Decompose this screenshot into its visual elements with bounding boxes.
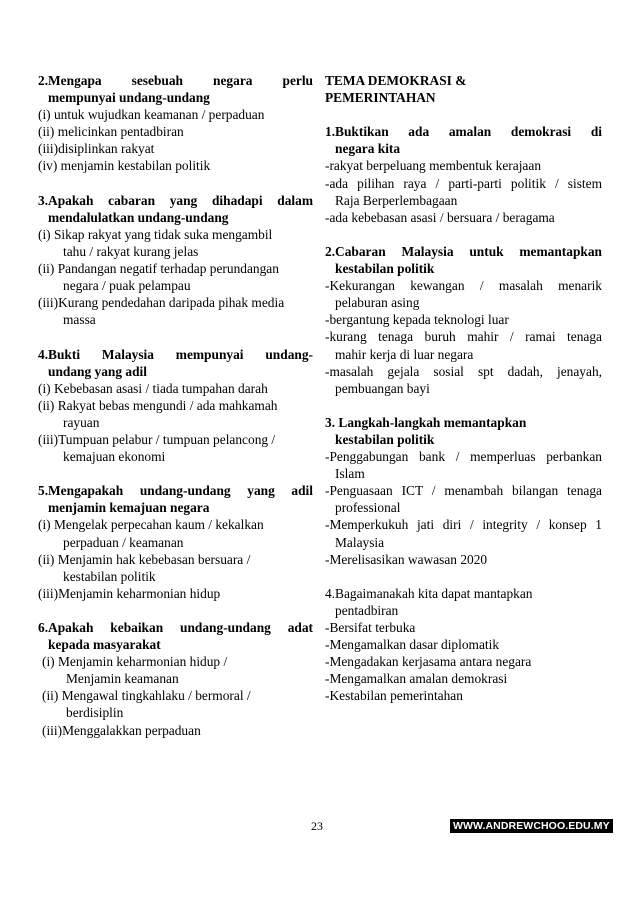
answer-item-cont: negara / puak pelampau: [63, 278, 191, 294]
page-number: 23: [311, 819, 323, 833]
answer-item: (iii)Menjamin keharmonian hidup: [38, 585, 221, 601]
answer-item: (iii)Tumpuan pelabur / tumpuan pelancong /: [38, 431, 276, 447]
answer-item: -Mengamalkan amalan demokrasi: [325, 671, 508, 687]
answer-item-cont: tahu / rakyat kurang jelas: [63, 243, 199, 259]
answer-item: -bergantung kepada teknologi luar: [325, 312, 509, 328]
question-6-title: 6.Apakah kebaikan undang-undang adat: [38, 620, 313, 635]
answer-item: -ada kebebasan asasi / bersuara / beragama: [325, 209, 555, 225]
challenges-title-cont: kestabilan politik: [335, 261, 435, 277]
answer-item: (i) Sikap rakyat yang tidak suka mengambil: [38, 226, 273, 242]
question-1-section: [325, 123, 602, 226]
left-column: [38, 72, 313, 756]
challenges-section: [325, 243, 602, 397]
steps-title: 3. Langkah-langkah memantapkan: [325, 414, 527, 430]
question-2-title: 2.Mengapa sesebuah negara perlu: [38, 73, 313, 88]
answer-item: -kurang tenaga buruh mahir / ramai tenaga: [325, 329, 602, 345]
answer-item: (i) Mengelak perpecahan kaum / kekalkan: [38, 517, 264, 533]
answer-item: -ada pilihan raya / parti-parti politik / sistem: [325, 175, 602, 191]
answer-item: -Memperkukuh jati diri / integrity / konsep 1: [325, 517, 602, 533]
answer-item-cont: rayuan: [63, 414, 100, 430]
question-1-title: 1.Buktikan ada amalan demokrasi di: [325, 124, 602, 140]
question-2-section: [38, 72, 313, 175]
question-2-title-cont: mempunyai undang-undang: [48, 90, 210, 106]
answer-item-cont: Islam: [335, 466, 365, 482]
question-6-section: [38, 619, 313, 739]
question-1-title-cont: negara kita: [335, 141, 401, 157]
right-column: [325, 72, 602, 722]
answer-item-cont: professional: [335, 500, 401, 516]
question-4-title-cont: undang yang adil: [48, 363, 147, 379]
question-4-admin-section: [325, 585, 602, 705]
answer-item-cont: massa: [63, 312, 96, 328]
answer-item: -Merelisasikan wawasan 2020: [325, 551, 488, 567]
question-4-admin-title-cont: pentadbiran: [335, 602, 399, 618]
answer-item: (i) Kebebasan asasi / tiada tumpahan darah: [38, 380, 268, 396]
answer-item: (ii) Rakyat bebas mengundi / ada mahkamah: [38, 397, 278, 413]
question-5-section: [38, 482, 313, 602]
answer-item-cont: Raja Berperlembagaan: [335, 192, 458, 208]
answer-item: -Kekurangan kewangan / masalah menarik: [325, 278, 602, 294]
answer-item: -Bersifat terbuka: [325, 620, 416, 635]
website-link[interactable]: WWW.ANDREWCHOO.EDU.MY: [450, 819, 613, 833]
answer-item: (ii) Menjamin hak kebebasan bersuara /: [38, 551, 251, 567]
answer-item-cont: Malaysia: [335, 534, 385, 550]
answer-item-cont: berdisiplin: [66, 705, 124, 721]
answer-item: -rakyat berpeluang membentuk kerajaan: [325, 158, 542, 174]
steps-title-cont: kestabilan politik: [335, 431, 435, 447]
steps-section: [325, 414, 602, 568]
answer-item: (ii) melicinkan pentadbiran: [38, 124, 184, 140]
challenges-title: 2.Cabaran Malaysia untuk memantapkan: [325, 243, 602, 259]
question-6-title-cont: kepada masyarakat: [48, 637, 161, 653]
answer-item-cont: kemajuan ekonomi: [63, 449, 166, 465]
theme-heading: [325, 72, 602, 106]
answer-item: (iii)disiplinkan rakyat: [38, 141, 155, 157]
question-4-admin-title: 4.Bagaimanakah kita dapat mantapkan: [325, 585, 533, 601]
answer-item: -Penguasaan ICT / menambah bilangan tenaga: [325, 483, 602, 499]
answer-item: (iii)Kurang pendedahan daripada pihak media: [38, 295, 285, 311]
answer-item: (ii) Mengawal tingkahlaku / bermoral /: [42, 688, 251, 704]
question-5-title: 5.Mengapakah undang-undang yang adil: [38, 483, 313, 499]
question-5-title-cont: menjamin kemajuan negara: [48, 500, 210, 516]
answer-item: -Penggabungan bank / memperluas perbankan: [325, 449, 602, 465]
answer-item-cont: perpaduan / keamanan: [63, 534, 184, 550]
answer-item: (i) Menjamin keharmonian hidup /: [42, 654, 228, 670]
answer-item: -Kestabilan pemerintahan: [325, 688, 463, 704]
answer-item-cont: pembuangan bayi: [335, 380, 430, 396]
answer-item-cont: mahir kerja di luar negara: [335, 346, 474, 362]
answer-item-cont: Menjamin keamanan: [66, 671, 179, 687]
answer-item: -masalah gejala sosial spt dadah, jenayah,: [325, 363, 602, 379]
answer-item-cont: pelaburan asing: [335, 295, 420, 311]
answer-item-cont: kestabilan politik: [63, 568, 156, 584]
answer-item: (iii)Menggalakkan perpaduan: [42, 722, 201, 738]
question-3-section: [38, 192, 313, 329]
answer-item: -Mengamalkan dasar diplomatik: [325, 637, 500, 653]
question-3-title-cont: mendalulatkan undang-undang: [48, 209, 229, 225]
answer-item: (ii) Pandangan negatif terhadap perundangan: [38, 261, 279, 277]
theme-heading-line: PEMERINTAHAN: [325, 90, 436, 106]
question-4-title: 4.Bukti Malaysia mempunyai undang-: [38, 346, 313, 362]
theme-heading-line: TEMA DEMOKRASI &: [325, 73, 467, 88]
answer-item: (i) untuk wujudkan keamanan / perpaduan: [38, 107, 265, 123]
answer-item: (iv) menjamin kestabilan politik: [38, 158, 211, 174]
question-3-title: 3.Apakah cabaran yang dihadapi dalam: [38, 192, 313, 208]
answer-item: -Mengadakan kerjasama antara negara: [325, 654, 532, 670]
question-4-section: [38, 346, 313, 466]
